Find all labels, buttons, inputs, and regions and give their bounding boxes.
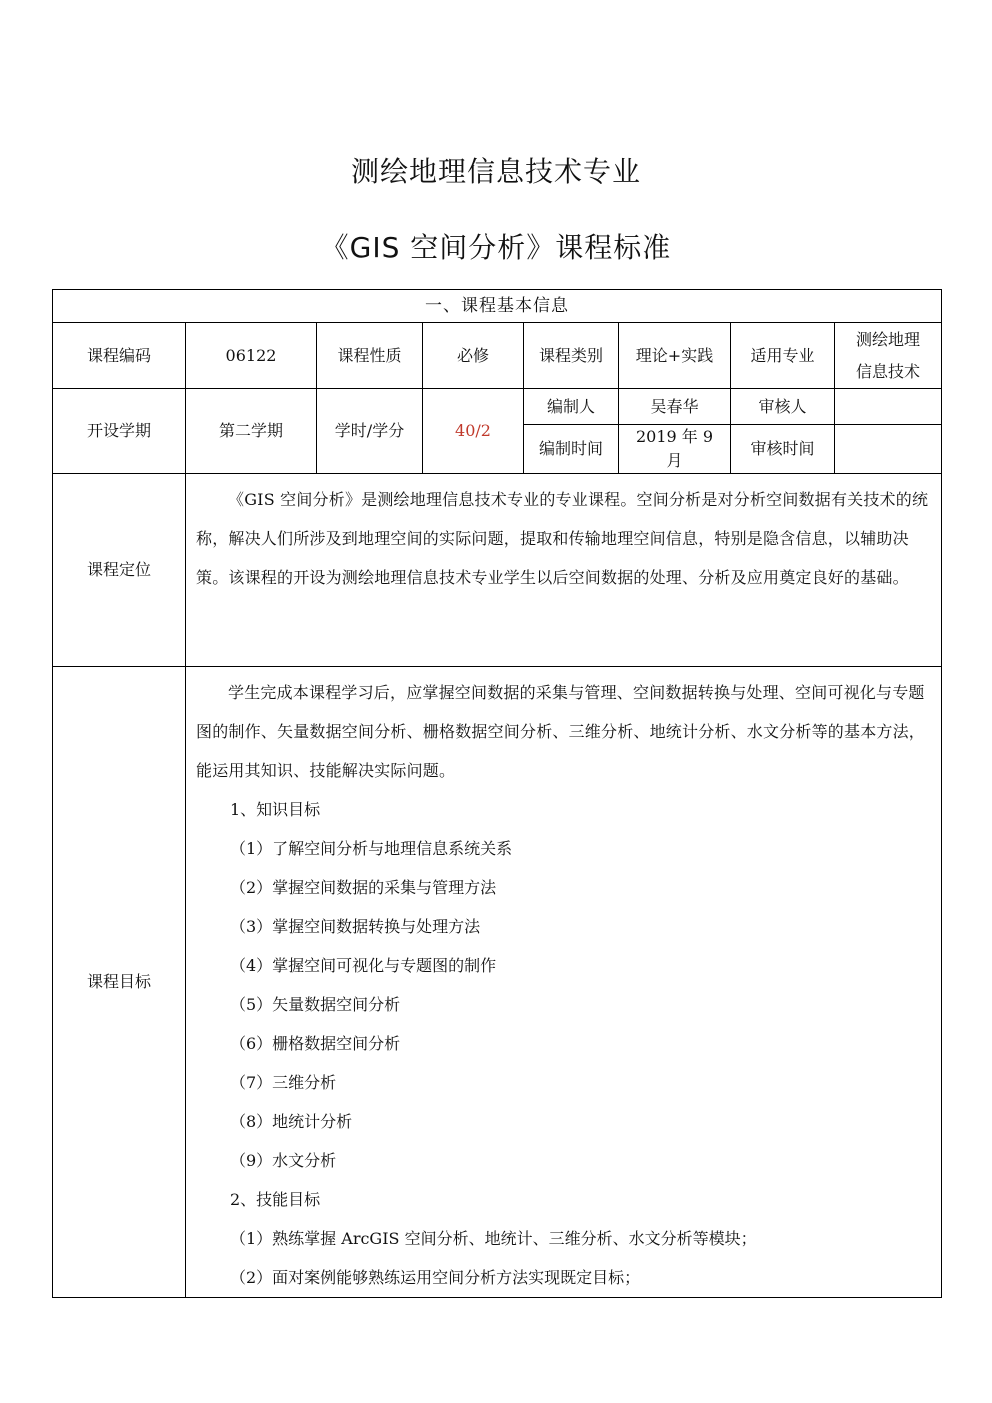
document-title: 测绘地理信息技术专业 [350,155,641,188]
course-code-value: 06122 [186,323,317,389]
reviewer-label: 审核人 [731,389,835,425]
course-goals-row [53,667,942,1298]
knowledge-goal-item: （5）矢量数据空间分析 [230,995,401,1014]
skill-goal-item: （2）面对案例能够熟练运用空间分析方法实现既定目标； [230,1268,641,1287]
course-goals-label: 课程目标 [53,667,186,1298]
reviewer-value [835,389,942,425]
document-subtitle: 《GIS 空间分析》课程标准 [320,231,672,264]
knowledge-goal-item: （9）水文分析 [230,1151,337,1170]
semester-label: 开设学期 [53,389,186,474]
course-positioning-text: 《GIS 空间分析》是测绘地理信息技术专业的专业课程。空间分析是对分析空间数据有关技术的统称，解决人们所涉及到地理空间的实际问题，提取和传输地理空间信息，特别是隐含信息，以辅助决策。该课程的开设为测绘地理信息技术专业学生以后空间数据的处理、分析及应用奠定良好的基础。 [196,490,929,587]
knowledge-goal-item: （4）掌握空间可视化与专题图的制作 [230,956,497,975]
course-code-label: 课程编码 [53,323,186,389]
knowledge-goal-item: （6）栅格数据空间分析 [230,1034,401,1053]
section-header: 一、课程基本信息 [53,290,942,323]
knowledge-goal-item: （7）三维分析 [230,1073,337,1092]
editor-label: 编制人 [524,389,619,425]
review-time-value [835,425,942,474]
course-goals-cell [186,667,942,1298]
skill-goals-heading: 2、技能目标 [230,1190,321,1209]
course-type-value: 理论+实践 [619,323,731,389]
major-value-line-1: 测绘地理 [855,329,920,349]
course-positioning-label: 课程定位 [53,474,186,667]
knowledge-goals-heading: 1、知识目标 [230,800,321,819]
skill-goal-item: （1）熟练掌握 ArcGIS 空间分析、地统计、三维分析、水文分析等模块； [230,1229,757,1248]
course-goals-intro: 学生完成本课程学习后，应掌握空间数据的采集与管理、空间数据转换与处理、空间可视化与专题图的制作、矢量数据空间分析、栅格数据空间分析、三维分析、地统计分析、水文分析等的基本方法，能运用其知识、技能解决实际问题。 [196,683,926,780]
course-nature-value: 必修 [423,323,524,389]
basic-info-row-2 [53,389,942,425]
knowledge-goal-item: （3）掌握空间数据转换与处理方法 [230,917,481,936]
course-info-table [52,289,942,1298]
editor-value: 吴春华 [619,389,731,425]
basic-info-row-1 [53,323,942,389]
semester-value: 第二学期 [186,389,317,474]
knowledge-goal-item: （8）地统计分析 [230,1112,353,1131]
section-header-row [53,290,942,323]
major-value-line-2: 信息技术 [855,361,920,381]
knowledge-goal-item: （1）了解空间分析与地理信息系统关系 [230,839,513,858]
major-value [835,323,942,389]
course-type-label: 课程类别 [524,323,619,389]
major-label: 适用专业 [731,323,835,389]
hours-credits-label: 学时/学分 [317,389,423,474]
hours-credits-value: 40/2 [423,389,524,474]
review-time-label: 审核时间 [731,425,835,474]
course-nature-label: 课程性质 [317,323,423,389]
edit-time-value: 2019 年 9 月 [619,425,731,474]
edit-time-label: 编制时间 [524,425,619,474]
course-positioning-cell [186,474,942,667]
knowledge-goal-item: （2）掌握空间数据的采集与管理方法 [230,878,497,897]
course-positioning-row [53,474,942,667]
